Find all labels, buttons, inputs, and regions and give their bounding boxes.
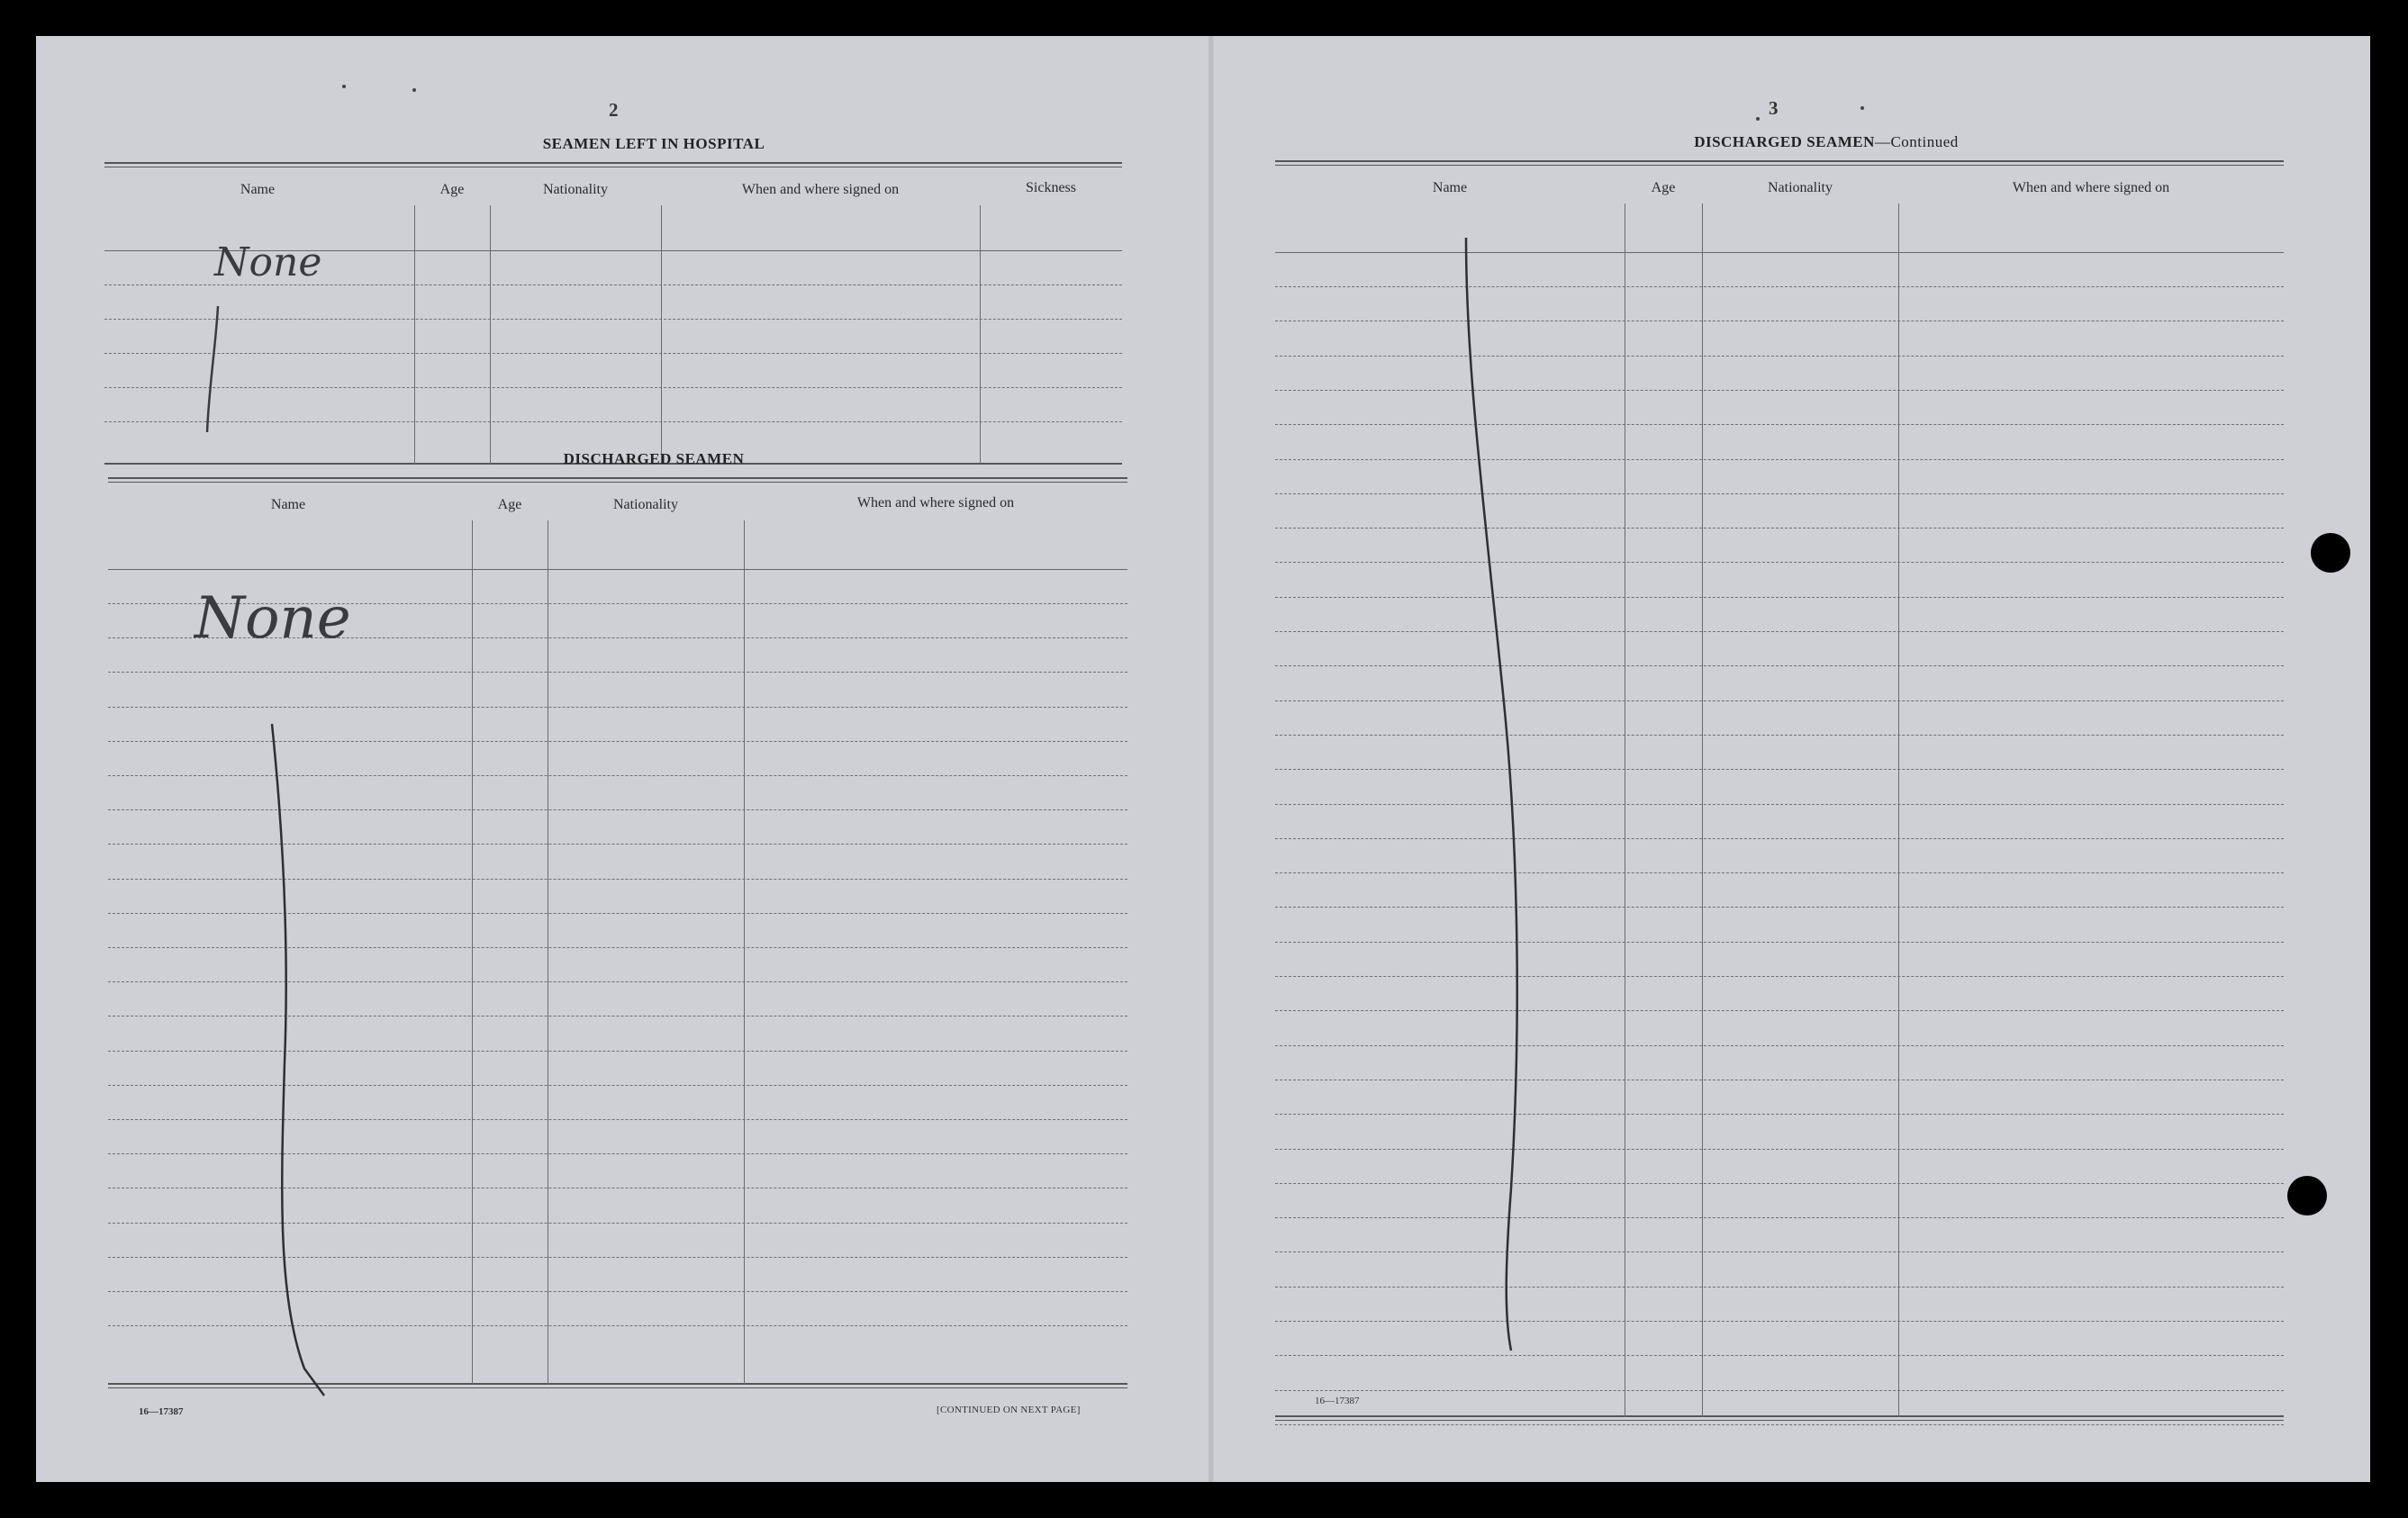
row-rule	[108, 672, 1127, 673]
row-rule	[1275, 459, 2284, 460]
row-rule	[1275, 1217, 2284, 1218]
ink-speck	[412, 88, 416, 92]
row-rule	[1275, 1114, 2284, 1115]
title-main: DISCHARGED SEAMEN	[1694, 133, 1875, 150]
col-head-signed-on: When and where signed on	[2012, 180, 2170, 195]
form-number: 16—17387	[1315, 1396, 1360, 1406]
col-head-nationality: Nationality	[543, 182, 608, 197]
row-rule	[1275, 1424, 2284, 1425]
header-rule	[1275, 252, 2284, 253]
row-rule	[1275, 1321, 2284, 1322]
col-rule	[1702, 203, 1703, 1417]
row-rule	[1275, 597, 2284, 598]
row-rule	[1275, 356, 2284, 357]
header-rule	[108, 569, 1127, 570]
row-rule	[1275, 528, 2284, 529]
table-bottom-rule	[1275, 1415, 2284, 1421]
col-head-age: Age	[497, 497, 522, 512]
row-rule	[1275, 390, 2284, 391]
row-rule	[1275, 804, 2284, 805]
row-rule	[1275, 735, 2284, 736]
row-rule	[104, 387, 1122, 388]
col-rule	[980, 205, 981, 465]
row-rule	[1275, 424, 2284, 425]
row-rule	[1275, 493, 2284, 494]
row-rule	[1275, 976, 2284, 977]
left-page	[36, 36, 1209, 1482]
col-head-age: Age	[1651, 180, 1676, 195]
ink-speck	[1756, 117, 1760, 121]
row-rule	[1275, 1045, 2284, 1046]
form-number: 16—17387	[139, 1406, 184, 1417]
col-head-nationality: Nationality	[1768, 180, 1833, 195]
ditto-stroke	[1448, 234, 1556, 1387]
ditto-stroke	[234, 684, 342, 1405]
ink-speck	[342, 85, 346, 88]
row-rule	[1275, 665, 2284, 666]
table-top-rule	[108, 477, 1127, 483]
col-rule	[661, 205, 662, 465]
row-rule	[1275, 1355, 2284, 1356]
col-head-nationality: Nationality	[613, 497, 678, 512]
title-suffix: —Continued	[1874, 133, 1959, 150]
ditto-stroke	[198, 297, 234, 441]
discharged-handwritten-none: None	[195, 585, 351, 652]
row-rule	[1275, 907, 2284, 908]
hospital-table	[104, 162, 1122, 468]
col-rule	[414, 205, 415, 465]
col-rule	[1898, 203, 1899, 1417]
col-head-sickness: Sickness	[1026, 180, 1076, 195]
row-rule	[1275, 700, 2284, 701]
col-rule	[490, 205, 491, 465]
row-rule	[1275, 1149, 2284, 1150]
hospital-section-title: SEAMEN LEFT IN HOSPITAL	[542, 135, 765, 152]
discharged-continued-title	[1556, 133, 2096, 151]
hospital-handwritten-none: None	[214, 239, 322, 285]
page-number: 3	[1769, 97, 1779, 119]
row-rule	[1275, 631, 2284, 632]
col-head-signed-on: When and where signed on	[856, 495, 1015, 511]
row-rule	[104, 353, 1122, 354]
row-rule	[104, 421, 1122, 422]
row-rule	[1275, 1287, 2284, 1288]
row-rule	[1275, 769, 2284, 770]
row-rule	[1275, 872, 2284, 873]
row-rule	[104, 319, 1122, 320]
ledger-sheet	[36, 36, 2370, 1482]
punch-hole	[2287, 1176, 2327, 1215]
row-rule	[1275, 1183, 2284, 1184]
row-rule	[1275, 942, 2284, 943]
table-top-rule	[1275, 160, 2284, 166]
ink-speck	[1860, 106, 1864, 110]
col-head-name: Name	[240, 182, 276, 197]
punch-hole	[2311, 533, 2350, 573]
col-head-age: Age	[439, 182, 465, 197]
row-rule	[1275, 838, 2284, 839]
col-head-name: Name	[270, 497, 306, 512]
row-rule	[1275, 1251, 2284, 1252]
row-rule	[1275, 1390, 2284, 1391]
col-rule	[472, 520, 473, 1385]
col-head-name: Name	[1432, 180, 1468, 195]
continued-note: [CONTINUED ON NEXT PAGE]	[937, 1405, 1081, 1415]
row-rule	[1275, 562, 2284, 563]
discharged-section-title: DISCHARGED SEAMEN	[563, 450, 745, 467]
row-rule	[1275, 1010, 2284, 1011]
page-number: 2	[609, 99, 619, 121]
right-page	[1214, 36, 2370, 1482]
discharged-table-continued	[1275, 160, 2284, 1423]
col-rule	[744, 520, 745, 1385]
row-rule	[1275, 286, 2284, 287]
table-top-rule	[104, 162, 1122, 167]
col-head-signed-on: When and where signed on	[741, 182, 900, 197]
